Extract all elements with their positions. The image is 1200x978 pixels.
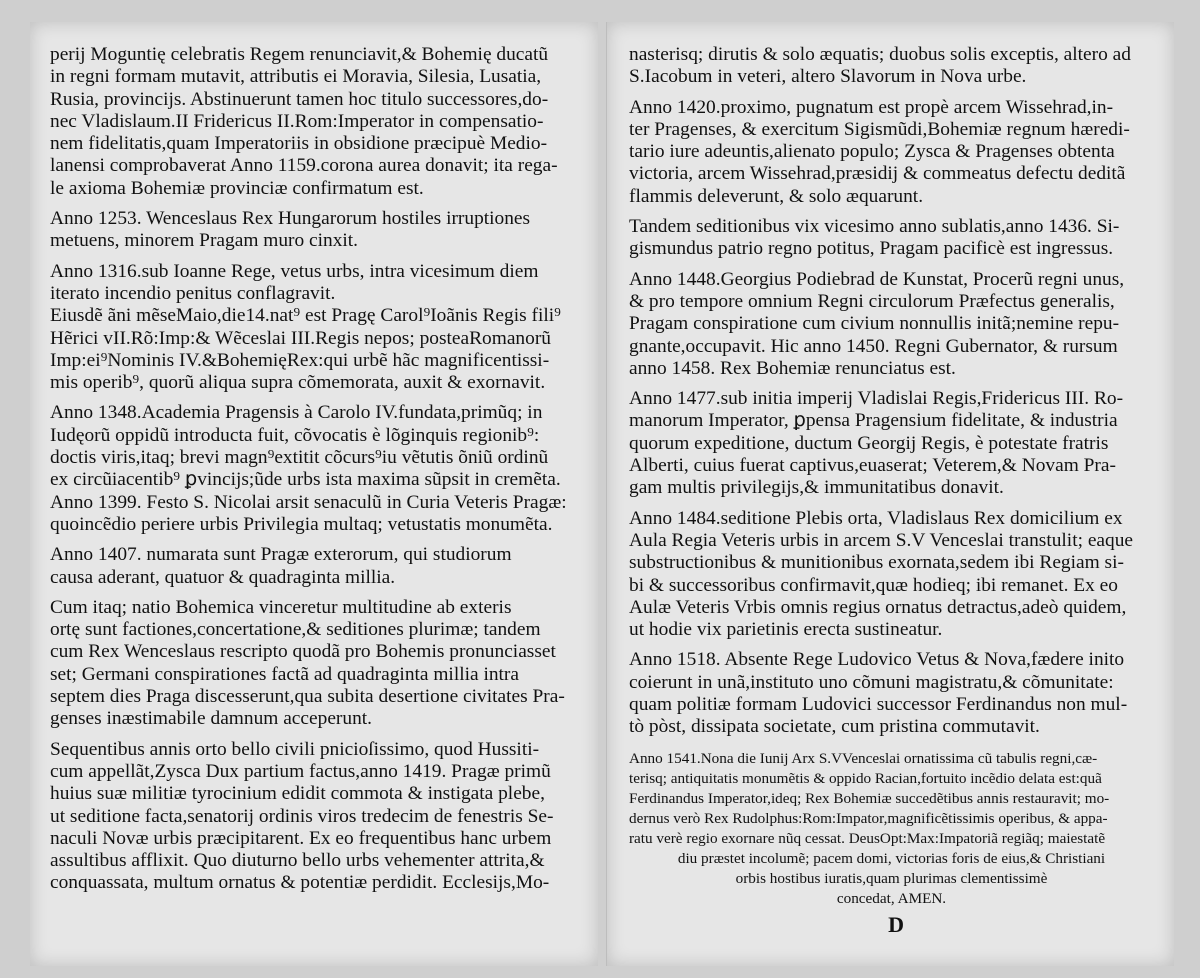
right-page (606, 22, 1174, 966)
text-line: Sequentibus annis orto bello civili pnicioſissimo, quod Hussiti- (50, 738, 540, 760)
paragraph-gap (629, 380, 1154, 388)
text-line: Rusia, provincijs. Abstinuerunt tamen hoc titulo successores,do- (50, 88, 549, 110)
closing-center-line: orbis hostibus iuratis,quam plurimas clementissimè (735, 869, 1048, 887)
text-line: anno 1458. Rex Bohemiæ renunciatus est. (629, 357, 956, 379)
text-line: Imp:ei⁹Nominis IV.&BohemięRex:qui urbẽ hãc magnificentissi- (50, 349, 550, 371)
text-line: mis operib⁹, quorũ aliqua supra cõmemorata, auxit & exornavit. (50, 372, 546, 394)
paragraph-gap (50, 253, 578, 261)
paragraph (50, 739, 578, 895)
text-line: Anno 1484.seditione Plebis orta, Vladislaus Rex domicilium ex (629, 507, 1123, 529)
text-line: ter Pragenses, & exercitum Sigismũdi,Bohemiæ regnum hæredi- (629, 118, 1130, 140)
text-line: Aula Regia Veteris urbis in arcem S.V Venceslai transtulit; eaque (629, 529, 1134, 551)
paragraph (50, 597, 578, 731)
paragraph (629, 44, 1154, 89)
text-line: causa aderant, quatuor & quadraginta millia. (50, 566, 396, 588)
paragraph-gap (50, 394, 578, 402)
left-page (30, 22, 598, 966)
closing-line: terisq; antiquitatis monumẽtis & oppido Racian,fortuito incẽdio delata est:quã (629, 769, 1102, 787)
text-line: tò pòst, dissipata societate, cum pristina commutavit. (629, 716, 1040, 738)
text-line: metuens, minorem Pragam muro cinxit. (50, 230, 359, 252)
text-line: Anno 1407. numarata sunt Pragæ exterorum, qui studiorum (50, 544, 512, 566)
text-line: conquassata, multum ornatus & potentiæ perdidit. Ecclesijs,Mo- (50, 872, 550, 894)
text-line: set; Germani conspirationes factã ad quadraginta millia intra (50, 663, 519, 685)
text-line: doctis viris,itaq; brevi magn⁹extitit cõcurs⁹iu vẽtutis õniũ ordinũ (50, 447, 549, 469)
text-line: gam multis privilegijs,& immunitatibus donavit. (629, 477, 1004, 499)
text-line: Iudęorũ oppidũ introducta fuit, cõvocatis è lõginquis regionib⁹: (50, 424, 540, 446)
text-line: assultibus afflixit. Quo diuturno bello urbs vehementer attrita,& (50, 850, 545, 872)
text-line: Anno 1348.Academia Pragensis à Carolo IV.fundata,primũq; in (50, 402, 543, 424)
text-line: perij Moguntię celebratis Regem renunciavit,& Bohemię ducatũ (50, 44, 549, 65)
left-page-text (50, 44, 578, 895)
closing-paragraph (629, 749, 1154, 909)
text-line: manorum Imperator, ꝑpensa Pragensium fidelitate, & industria (629, 410, 1118, 432)
text-line: Hẽrici vII.Rõ:Imp:& Wẽceslai III.Regis nepos; posteaRomanorũ (50, 327, 551, 349)
text-line: bi & successoribus confirmavit,quæ hodieq; ibi remanet. Ex eo (629, 574, 1118, 596)
text-line: gnante,occupavit. Hic anno 1450. Regni Gubernator, & rursum (629, 335, 1118, 357)
text-line: Pragam conspiratione cum civium nonnullis initã;nemine repu- (629, 313, 1120, 335)
paragraph-gap (50, 589, 578, 597)
paragraph (629, 97, 1154, 208)
signature-mark: D (888, 912, 904, 937)
text-line: lanensi comprobaverat Anno 1159.corona aurea donavit; ita rega- (50, 155, 558, 177)
text-line: tario iure adeuntis,alienato populo; Zysca & Pragenses obtenta (629, 141, 1115, 163)
paragraph (629, 216, 1154, 261)
text-line: genses inæstimabile damnum acceperunt. (50, 708, 373, 730)
closing-center-line: diu præstet incolumẽ; pacem domi, victorias foris de eius,& Christiani (677, 849, 1106, 867)
text-line: quoincẽdio periere urbis Privilegia multaq; vetustatis monumẽta. (50, 513, 553, 535)
text-line: Anno 1253. Wenceslaus Rex Hungarorum hostiles irruptiones (50, 208, 531, 230)
text-line: Aulæ Veteris Vrbis omnis regius ornatus detractus,adeò quidem, (629, 596, 1127, 618)
closing-line: Anno 1541.Nona die Iunij Arx S.VVenceslai ornatissima cũ tabulis regni,cæ- (629, 749, 1098, 767)
text-line: flammis deleverunt, & solo æquarunt. (629, 185, 924, 207)
text-line: & pro tempore omnium Regni circulorum Præfectus generalis, (629, 290, 1115, 312)
text-line: Tandem seditionibus vix vicesimo anno sublatis,anno 1436. Si- (629, 216, 1120, 238)
paragraph-gap (629, 641, 1154, 649)
closing-center-line: concedat, AMEN. (836, 889, 947, 907)
paragraph-gap (50, 200, 578, 208)
paragraph-gap (629, 89, 1154, 97)
paragraph (50, 261, 578, 395)
text-line: cum appellãt,Zysca Dux partium factus,anno 1419. Pragæ primũ (50, 760, 551, 782)
text-line: Anno 1448.Georgius Podiebrad de Kunstat, Procerũ regni unus, (629, 268, 1125, 290)
text-line: ortę sunt factiones,concertatione,& seditiones plurimæ; tandem (50, 619, 541, 641)
closing-line: Ferdinandus Imperator,ideq; Rex Bohemiæ succedẽtibus annis restauravit; mo- (629, 789, 1110, 807)
paragraph (629, 388, 1154, 499)
paragraph (50, 44, 578, 200)
text-line: Anno 1420.proximo, pugnatum est propè arcem Wissehrad,in- (629, 96, 1114, 118)
paragraph (50, 402, 578, 536)
text-line: huius suæ militiæ tyrocinium edidit commota & instigata plebe, (50, 783, 545, 805)
paragraph (629, 269, 1154, 380)
paragraph (629, 649, 1154, 738)
text-line: in regni formam mutavit, attributis ei Moravia, Silesia, Lusatia, (50, 66, 542, 88)
text-line: victoria, arcem Wissehrad,præsidij & commeatus defectu deditã (629, 163, 1126, 185)
text-line: quorum expeditione, ductum Georgij Regis, è potestate fratris (629, 432, 1109, 454)
text-line: Anno 1399. Festo S. Nicolai arsit senaculũ in Curia Veteris Pragæ: (50, 491, 567, 513)
text-line: ut seditione facta,senatorij ordinis viros tredecim de fenestris Se- (50, 805, 554, 827)
text-line: Alberti, cuius fuerat captivus,euaserat; Veterem,& Novam Pra- (629, 455, 1116, 477)
paragraph-gap (50, 731, 578, 739)
text-line: le axioma Bohemiæ provinciæ confirmatum est. (50, 177, 424, 199)
paragraph-gap (629, 208, 1154, 216)
paragraph-gap (50, 536, 578, 544)
right-page-text (629, 44, 1154, 739)
text-line: Anno 1518. Absente Rege Ludovico Vetus & Nova,fædere inito (629, 649, 1125, 671)
paragraph (629, 508, 1154, 642)
paragraph-gap (629, 261, 1154, 269)
text-line: cum Rex Wenceslaus rescripto quodã pro Bohemis pronunciasset (50, 641, 556, 663)
text-line: Anno 1477.sub initia imperij Vladislai Regis,Fridericus III. Ro- (629, 388, 1124, 410)
text-line: Cum itaq; natio Bohemica vinceretur multitudine ab exteris (50, 596, 512, 618)
closing-line: dernus verò Rex Rudolphus:Rom:Impator,magnificẽtissimis operibus, & appa- (629, 809, 1108, 827)
text-line: septem dies Praga discesserunt,qua subita desertione civitates Pra- (50, 686, 565, 708)
text-line: Anno 1316.sub Ioanne Rege, vetus urbs, intra vicesimum diem (50, 260, 539, 282)
paragraph (50, 544, 578, 589)
text-line: nasterisq; dirutis & solo æquatis; duobus solis exceptis, altero ad (629, 44, 1131, 65)
text-line: ut hodie vix parietinis erecta sustineatur. (629, 619, 943, 641)
text-line: substructionibus & munitionibus exornata,sedem ibi Regiam si- (629, 552, 1124, 574)
text-line: coierunt in unã,instituto uno cõmuni magistratu,& cõmunitate: (629, 671, 1114, 693)
text-line: ex circũiacentib⁹ ꝑvincijs;ũde urbs ista maxima sũpsit in cremẽta. (50, 469, 561, 491)
text-line: nec Vladislaum.II Fridericus II.Rom:Imperator in compensatio- (50, 110, 544, 132)
closing-line: ratu verè regio exornare nũq cessat. DeusOpt:Max:Impatoriã regiãq; maiestatẽ (629, 829, 1106, 847)
text-line: Eiusdẽ ãni mẽseMaio,die14.nat⁹ est Pragę Carol⁹Ioãnis Regis fili⁹ (50, 305, 561, 327)
text-line: nem fidelitatis,quam Imperatoriis in obsidione præcipuè Medio- (50, 133, 548, 155)
paragraph (50, 208, 578, 253)
text-line: S.Iacobum in veteri, altero Slavorum in Nova urbe. (629, 66, 1027, 88)
text-line: quam politiæ formam Ludovici successor Ferdinandus non mul- (629, 694, 1128, 716)
paragraph-gap (629, 500, 1154, 508)
text-line: naculi Novæ urbis præcipitarent. Ex eo frequentibus hanc urbem (50, 827, 552, 849)
text-line: iterato incendio penitus conflagravit. (50, 282, 336, 304)
text-line: gismundus patrio regno potitus, Pragam pacificè est ingressus. (629, 238, 1114, 260)
